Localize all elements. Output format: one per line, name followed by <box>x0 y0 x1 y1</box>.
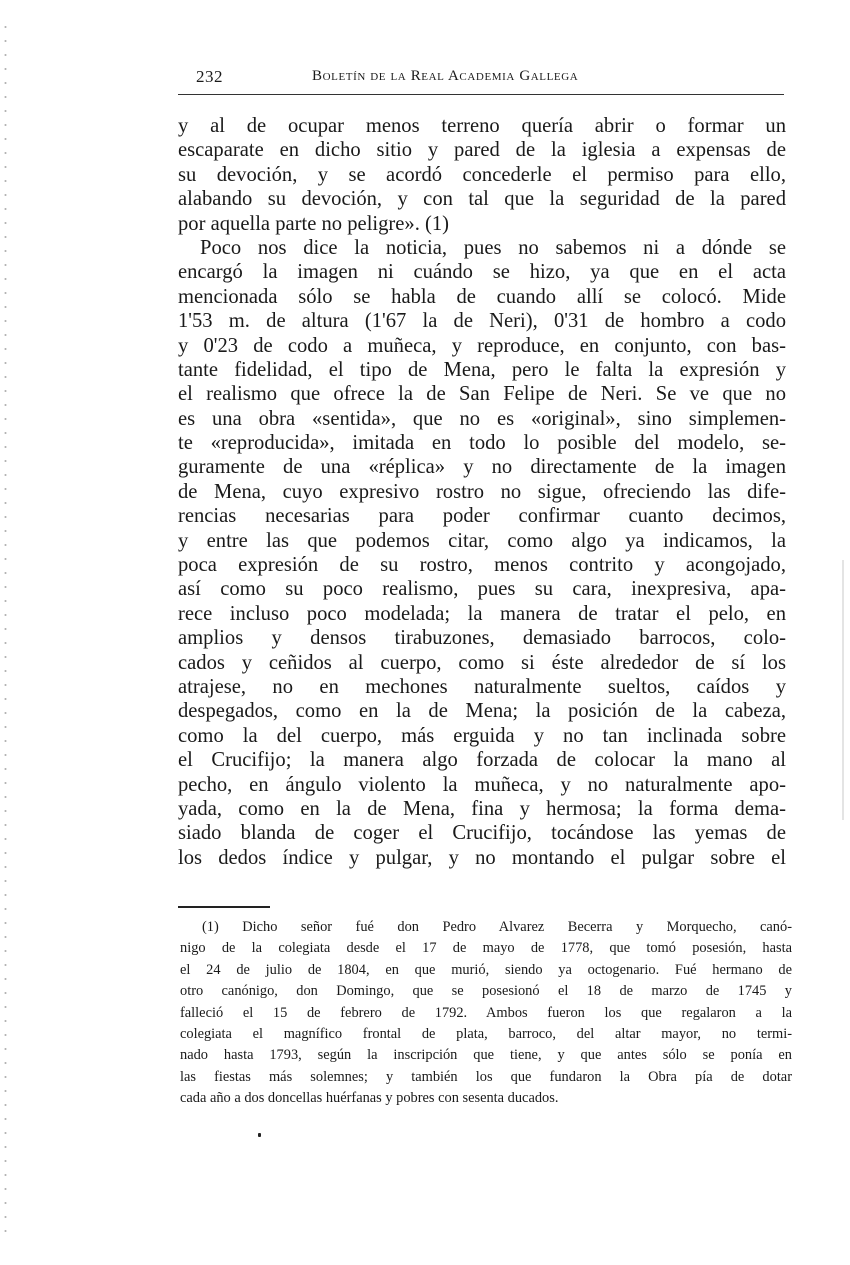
footnote <box>180 917 792 1110</box>
body-line: escaparate en dicho sitio y pared de la iglesia a expensas de <box>178 139 786 162</box>
body-line: guramente de una «réplica» y no directamente de la imagen <box>178 456 786 479</box>
body-line: por aquella parte no peligre». (1) <box>178 212 450 235</box>
body-line: alabando su devoción, y con tal que la seguridad de la pared <box>178 188 786 211</box>
body-line: y entre las que podemos citar, como algo ya indicamos, la <box>178 529 786 552</box>
body-line: encargó la imagen ni cuándo se hizo, ya que en el acta <box>178 261 786 284</box>
body-line: atrajese, no en mechones naturalmente sueltos, caídos y <box>178 675 786 698</box>
body-line: despegados, como en la de Mena; la posición de la cabeza, <box>178 700 786 723</box>
page-header <box>178 64 784 90</box>
body-line: mencionada sólo se habla de cuando allí se colocó. Mide <box>178 285 786 308</box>
body-line: así como su poco realismo, pues su cara, inexpresiva, apa- <box>178 578 786 601</box>
body-line: pecho, en ángulo violento la muñeca, y no naturalmente apo- <box>178 773 786 796</box>
running-title: Boletín de la Real Academia Gallega <box>312 68 579 84</box>
footnote-line: colegiata el magnífico frontal de plata, barroco, del altar mayor, no termi- <box>180 1025 792 1042</box>
footnote-line: nado hasta 1793, según la inscripción que tiene, y que antes sólo se ponía en <box>180 1047 792 1064</box>
body-line: amplios y densos tirabuzones, demasiado barrocos, colo- <box>178 627 786 650</box>
footnote-line: (1) Dicho señor fué don Pedro Alvarez Becerra y Morquecho, canó- <box>202 919 792 935</box>
body-line: los dedos índice y pulgar, y no montando el pulgar sobre el <box>178 846 786 869</box>
ink-speck <box>258 1133 261 1137</box>
footnote-line: falleció el 15 de febrero de 1792. Ambos fueron los que regalaron a la <box>180 1004 792 1021</box>
scan-edge-marks <box>4 20 7 1240</box>
body-line: Poco nos dice la noticia, pues no sabemos ni a dónde se <box>200 236 786 259</box>
body-text <box>178 114 786 870</box>
body-line: el Crucifijo; la manera algo forzada de colocar la mano al <box>178 749 786 772</box>
body-line: poca expresión de su rostro, menos contrito y acongojado, <box>178 554 786 577</box>
body-line: cados y ceñidos al cuerpo, como si éste alrededor de sí los <box>178 651 786 674</box>
body-line: siado blanda de coger el Crucifijo, tocándose las yemas de <box>178 822 786 845</box>
footnote-line: las fiestas más solemnes; y también los que fundaron la Obra pía de dotar <box>180 1068 792 1085</box>
body-line: tante fidelidad, el tipo de Mena, pero le falta la expresión y <box>178 358 786 381</box>
body-line: y 0'23 de codo a muñeca, y reproduce, en conjunto, con bas- <box>178 334 786 357</box>
scan-edge-shadow <box>842 560 844 820</box>
body-line: es una obra «sentida», que no es «original», sino simplemen- <box>178 407 786 430</box>
footnote-line: cada año a dos doncellas huérfanas y pobres con sesenta ducados. <box>180 1090 559 1107</box>
body-line: y al de ocupar menos terreno quería abrir o formar un <box>178 115 786 137</box>
footnote-rule <box>178 906 270 908</box>
body-line: rece incluso poco modelada; la manera de tratar el pelo, en <box>178 602 786 625</box>
body-line: de Mena, cuyo expresivo rostro no sigue, ofreciendo las dife- <box>178 480 786 503</box>
footnote-line: nigo de la colegiata desde el 17 de mayo de 1778, que tomó posesión, hasta <box>180 940 792 957</box>
body-line: su devoción, y se acordó concederle el permiso para ello, <box>178 163 786 186</box>
body-line: yada, como en la de Mena, fina y hermosa; la forma dema- <box>178 797 786 820</box>
body-line: el realismo que ofrece la de San Felipe de Neri. Se ve que no <box>178 383 786 406</box>
footnote-line: el 24 de julio de 1804, en que murió, siendo ya octogenario. Fué hermano de <box>180 961 792 978</box>
footnote-line: otro canónigo, don Domingo, que se posesionó el 18 de marzo de 1745 y <box>180 983 792 1000</box>
header-rule <box>178 94 784 95</box>
body-line: como la del cuerpo, más erguida y no tan inclinada sobre <box>178 724 786 747</box>
page-number: 232 <box>196 67 223 86</box>
body-line: 1'53 m. de altura (1'67 la de Neri), 0'31 de hombro a codo <box>178 310 786 333</box>
body-line: rencias necesarias para poder confirmar cuanto decimos, <box>178 505 786 528</box>
body-line: te «reproducida», imitada en todo lo posible del modelo, se- <box>178 432 786 455</box>
